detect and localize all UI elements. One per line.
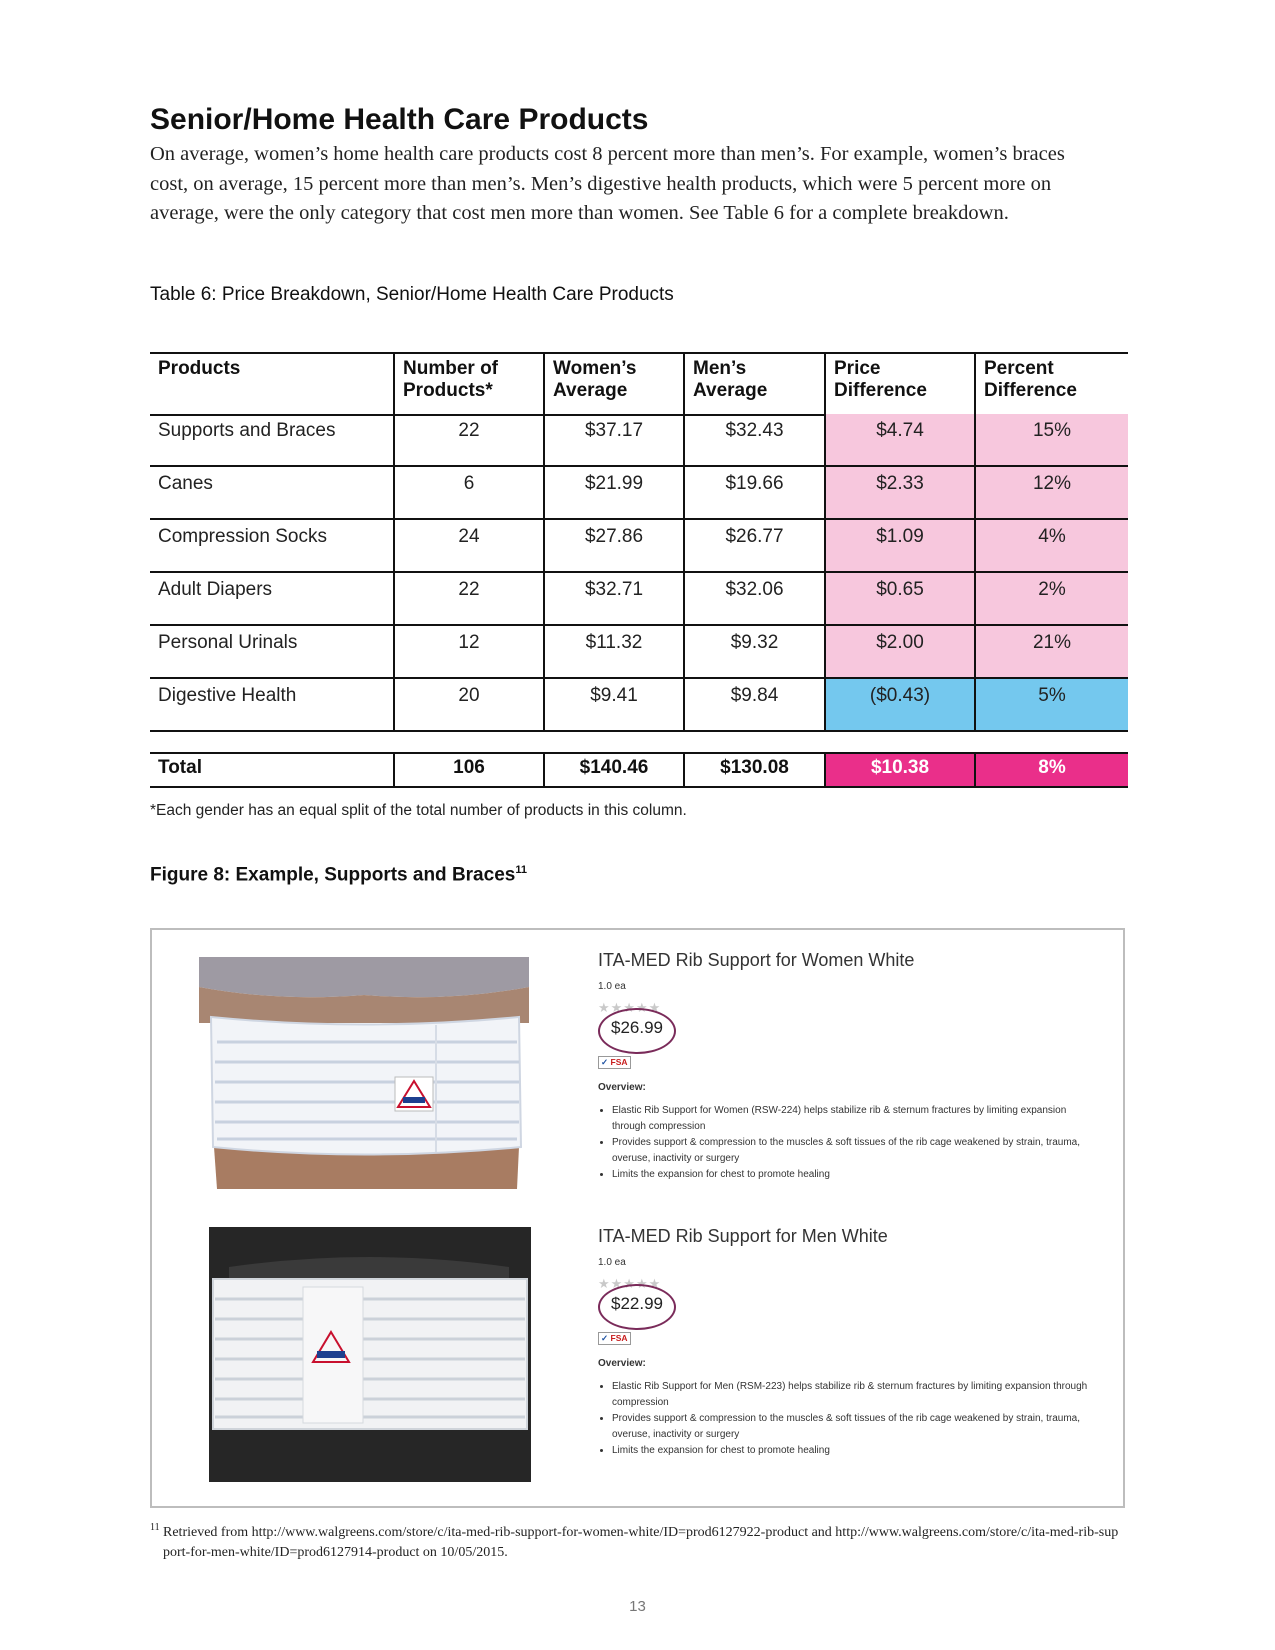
cell-percent-difference: 2%	[976, 573, 1128, 624]
header-number-of-products: Number of Products*	[395, 354, 545, 414]
total-label: Total	[150, 754, 395, 786]
table-row	[150, 414, 1128, 467]
table-row	[150, 679, 1128, 732]
cell-count: 20	[395, 679, 545, 730]
cell-percent-difference: 12%	[976, 467, 1128, 518]
mens-price-highlight	[598, 1284, 678, 1328]
total-mens: $130.08	[685, 754, 826, 786]
cell-product: Personal Urinals	[150, 626, 395, 677]
header-womens-average: Women’s Average	[545, 354, 685, 414]
check-icon: ✓	[601, 1057, 609, 1067]
womens-price-highlight	[598, 1008, 678, 1052]
cell-womens-average: $11.32	[545, 626, 685, 677]
cell-count: 12	[395, 626, 545, 677]
total-percent-difference: 8%	[976, 754, 1128, 786]
footnote-text: Retrieved from http://www.walgreens.com/store/c/ita-med-rib-support-for-women-white/ID=prod6127922-product and http://www.walgreens.com/store/c/ita-med-rib-support-for-men-white/ID=prod6127914-product on 10/05/2015.	[163, 1525, 1119, 1560]
cell-count: 6	[395, 467, 545, 518]
cell-product: Adult Diapers	[150, 573, 395, 624]
table-row	[150, 573, 1128, 626]
cell-mens-average: $26.77	[685, 520, 826, 571]
list-item: • Elastic Rib Support for Men (RSM-223) helps stabilize rib & sternum fractures by limiting expansion through compression	[612, 1379, 1098, 1411]
cell-mens-average: $32.06	[685, 573, 826, 624]
table-row	[150, 467, 1128, 520]
cell-womens-average: $21.99	[545, 467, 685, 518]
table-footnote: *Each gender has an equal split of the total number of products in this column.	[150, 802, 687, 819]
cell-mens-average: $32.43	[685, 414, 826, 465]
intro-paragraph: On average, women’s home health care products cost 8 percent more than men’s. For example, women’s braces cost, on average, 15 percent more than men’s. Men’s digestive health products, which were 5 percent more on average, were the only category that cost men more than women. See Table 6 for a complete breakdown.	[150, 143, 1065, 224]
cell-price-difference: $4.74	[826, 414, 976, 465]
cell-percent-difference: 4%	[976, 520, 1128, 571]
header-products: Products	[150, 354, 395, 414]
table-total-row	[150, 752, 1128, 788]
cell-womens-average: $37.17	[545, 414, 685, 465]
cell-count: 22	[395, 573, 545, 624]
table-header-row	[150, 352, 1128, 416]
list-item: • Elastic Rib Support for Women (RSW-224) helps stabilize rib & sternum fractures by limiting expansion through compression	[612, 1103, 1098, 1135]
cell-price-difference: $0.65	[826, 573, 976, 624]
cell-product: Compression Socks	[150, 520, 395, 571]
cell-product: Digestive Health	[150, 679, 395, 730]
cell-womens-average: $9.41	[545, 679, 685, 730]
overview-label: Overview:	[598, 1082, 646, 1093]
cell-mens-average: $9.84	[685, 679, 826, 730]
womens-product-title: ITA-MED Rib Support for Women White	[598, 950, 915, 970]
rating-stars-icon: ★★★★★	[598, 1276, 662, 1291]
cell-count: 22	[395, 414, 545, 465]
list-item: • Limits the expansion for chest to promote healing	[612, 1167, 1098, 1183]
mens-price: $22.99	[611, 1294, 663, 1313]
page-number: 13	[629, 1598, 646, 1615]
cell-mens-average: $9.32	[685, 626, 826, 677]
cell-product: Supports and Braces	[150, 414, 395, 465]
cell-percent-difference: 15%	[976, 414, 1128, 465]
mens-rib-support-photo	[209, 1227, 531, 1482]
figure-caption-text: Figure 8: Example, Supports and Braces	[150, 864, 516, 886]
mens-product-listing	[598, 1226, 1098, 1459]
page-title: Senior/Home Health Care Products	[150, 103, 649, 136]
fsa-label: FSA	[610, 1057, 628, 1067]
list-item: • Limits the expansion for chest to promote healing	[612, 1443, 1098, 1459]
cell-price-difference: $1.09	[826, 520, 976, 571]
table-row	[150, 626, 1128, 679]
cell-price-difference: ($0.43)	[826, 679, 976, 730]
total-price-difference: $10.38	[826, 754, 976, 786]
header-mens-average: Men’s Average	[685, 354, 826, 414]
list-item: • Provides support & compression to the muscles & soft tissues of the rib cage weakened by strain, trauma, overuse, inactivity or surgery	[612, 1135, 1098, 1167]
cell-percent-difference: 5%	[976, 679, 1128, 730]
fsa-badge	[598, 1056, 631, 1069]
table-caption: Table 6: Price Breakdown, Senior/Home Health Care Products	[150, 284, 674, 305]
cell-womens-average: $32.71	[545, 573, 685, 624]
cell-price-difference: $2.00	[826, 626, 976, 677]
figure-caption	[150, 864, 527, 886]
mens-product-qty: 1.0 ea	[598, 1257, 626, 1268]
cell-product: Canes	[150, 467, 395, 518]
fsa-label: FSA	[610, 1333, 628, 1343]
rating-stars-icon: ★★★★★	[598, 1000, 662, 1015]
product-figure	[150, 928, 1125, 1508]
womens-product-qty: 1.0 ea	[598, 981, 626, 992]
womens-rib-support-photo	[199, 957, 529, 1189]
overview-label: Overview:	[598, 1358, 646, 1369]
figure-caption-footnote-ref: 11	[515, 864, 527, 876]
table-row	[150, 520, 1128, 573]
total-count: 106	[395, 754, 545, 786]
womens-price: $26.99	[611, 1018, 663, 1037]
cell-price-difference: $2.33	[826, 467, 976, 518]
mens-overview-list	[598, 1379, 1098, 1459]
cell-womens-average: $27.86	[545, 520, 685, 571]
womens-product-listing	[598, 950, 1098, 1183]
womens-overview-list	[598, 1103, 1098, 1183]
footnote-number: 11	[150, 1522, 160, 1533]
cell-percent-difference: 21%	[976, 626, 1128, 677]
total-womens: $140.46	[545, 754, 685, 786]
header-price-difference: Price Difference	[826, 354, 976, 414]
mens-product-title: ITA-MED Rib Support for Men White	[598, 1226, 888, 1246]
check-icon: ✓	[601, 1333, 609, 1343]
list-item: • Provides support & compression to the muscles & soft tissues of the rib cage weakened by strain, trauma, overuse, inactivity or surgery	[612, 1411, 1098, 1443]
header-percent-difference: Percent Difference	[984, 358, 1077, 401]
fsa-badge	[598, 1332, 631, 1345]
cell-count: 24	[395, 520, 545, 571]
cell-mens-average: $19.66	[685, 467, 826, 518]
